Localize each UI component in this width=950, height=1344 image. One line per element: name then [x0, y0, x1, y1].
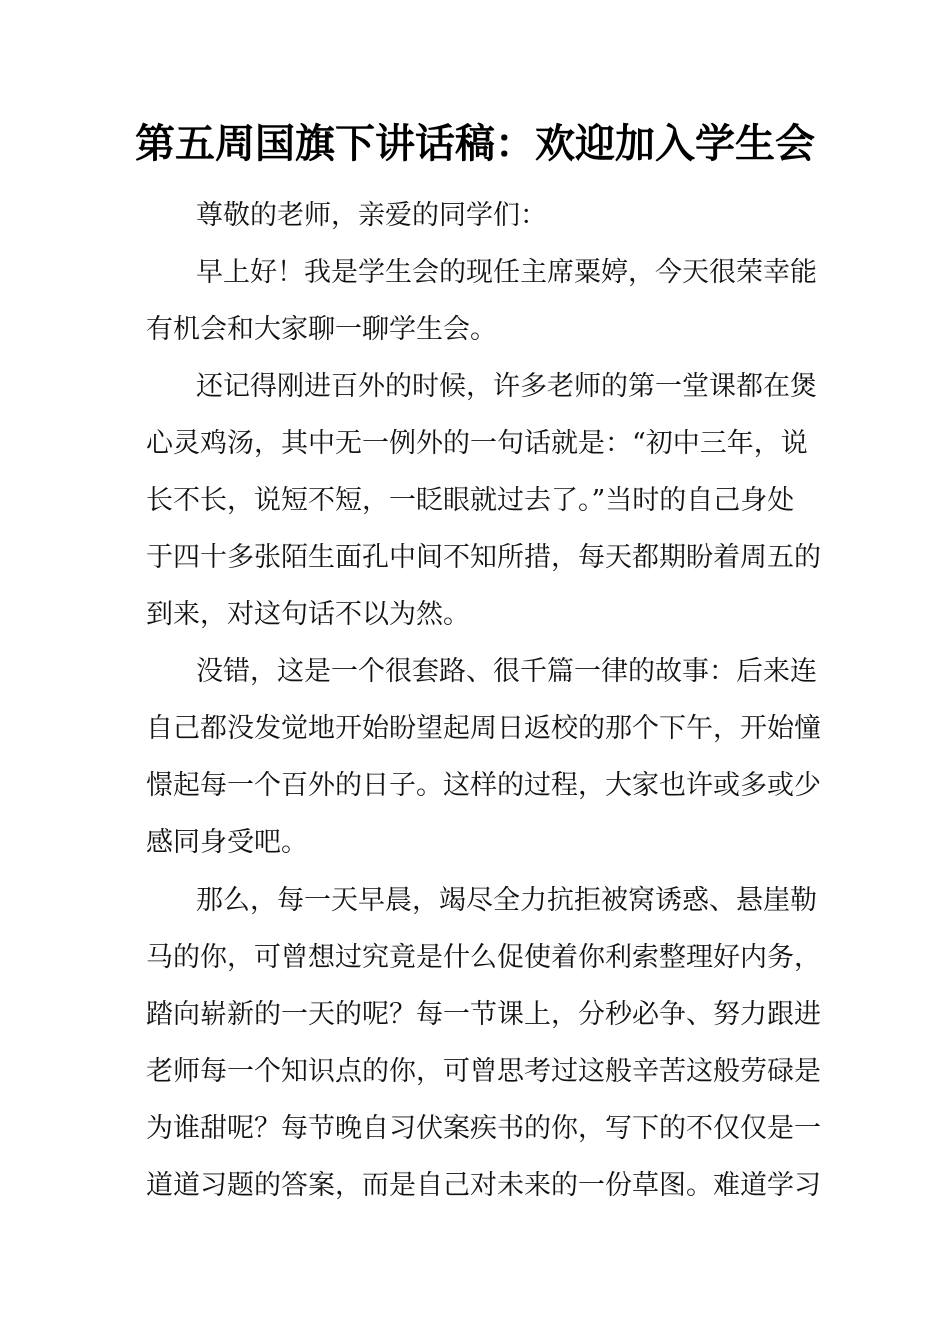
- text-line: 马的你，可曾想过究竟是什么促使着你利索整理好内务，: [146, 942, 821, 973]
- text-line: 憬起每一个百外的日子。这样的过程，大家也许或多或少: [146, 770, 821, 801]
- text-line: 那么，每一天早晨，竭尽全力抗拒被窝诱惑、悬崖勒: [196, 885, 817, 916]
- text-line: 自己都没发觉地开始盼望起周日返校的那个下午，开始憧: [146, 713, 821, 744]
- text-line: 早上好！我是学生会的现任主席粟婷，今天很荣幸能: [196, 257, 817, 288]
- text-line: 为谁甜呢？每节晚自习伏案疾书的你，写下的不仅仅是一: [146, 1113, 821, 1144]
- text-line: 长不长，说短不短，一眨眼就过去了。”当时的自己身处: [146, 485, 795, 516]
- text-line: 还记得刚进百外的时候，许多老师的第一堂课都在煲: [196, 371, 817, 402]
- text-line: 老师每一个知识点的你，可曾思考过这般辛苦这般劳碌是: [146, 1056, 821, 1087]
- text-line: 感同身受吧。: [146, 827, 308, 858]
- text-line: 心灵鸡汤，其中无一例外的一句话就是：“初中三年，说: [146, 428, 808, 459]
- text-line: 有机会和大家聊一聊学生会。: [146, 314, 497, 345]
- text-line: 踏向崭新的一天的呢？每一节课上，分秒必争、努力跟进: [146, 999, 821, 1030]
- text-line: 没错，这是一个很套路、很千篇一律的故事：后来连: [196, 656, 817, 687]
- text-line: 道道习题的答案，而是自己对未来的一份草图。难道学习: [146, 1170, 821, 1201]
- text-line: 于四十多张陌生面孔中间不知所措，每天都期盼着周五的: [146, 542, 821, 573]
- text-line: 尊敬的老师，亲爱的同学们：: [196, 200, 547, 231]
- document-title: 第五周国旗下讲话稿：欢迎加入学生会: [135, 120, 815, 167]
- text-line: 到来，对这句话不以为然。: [146, 599, 470, 630]
